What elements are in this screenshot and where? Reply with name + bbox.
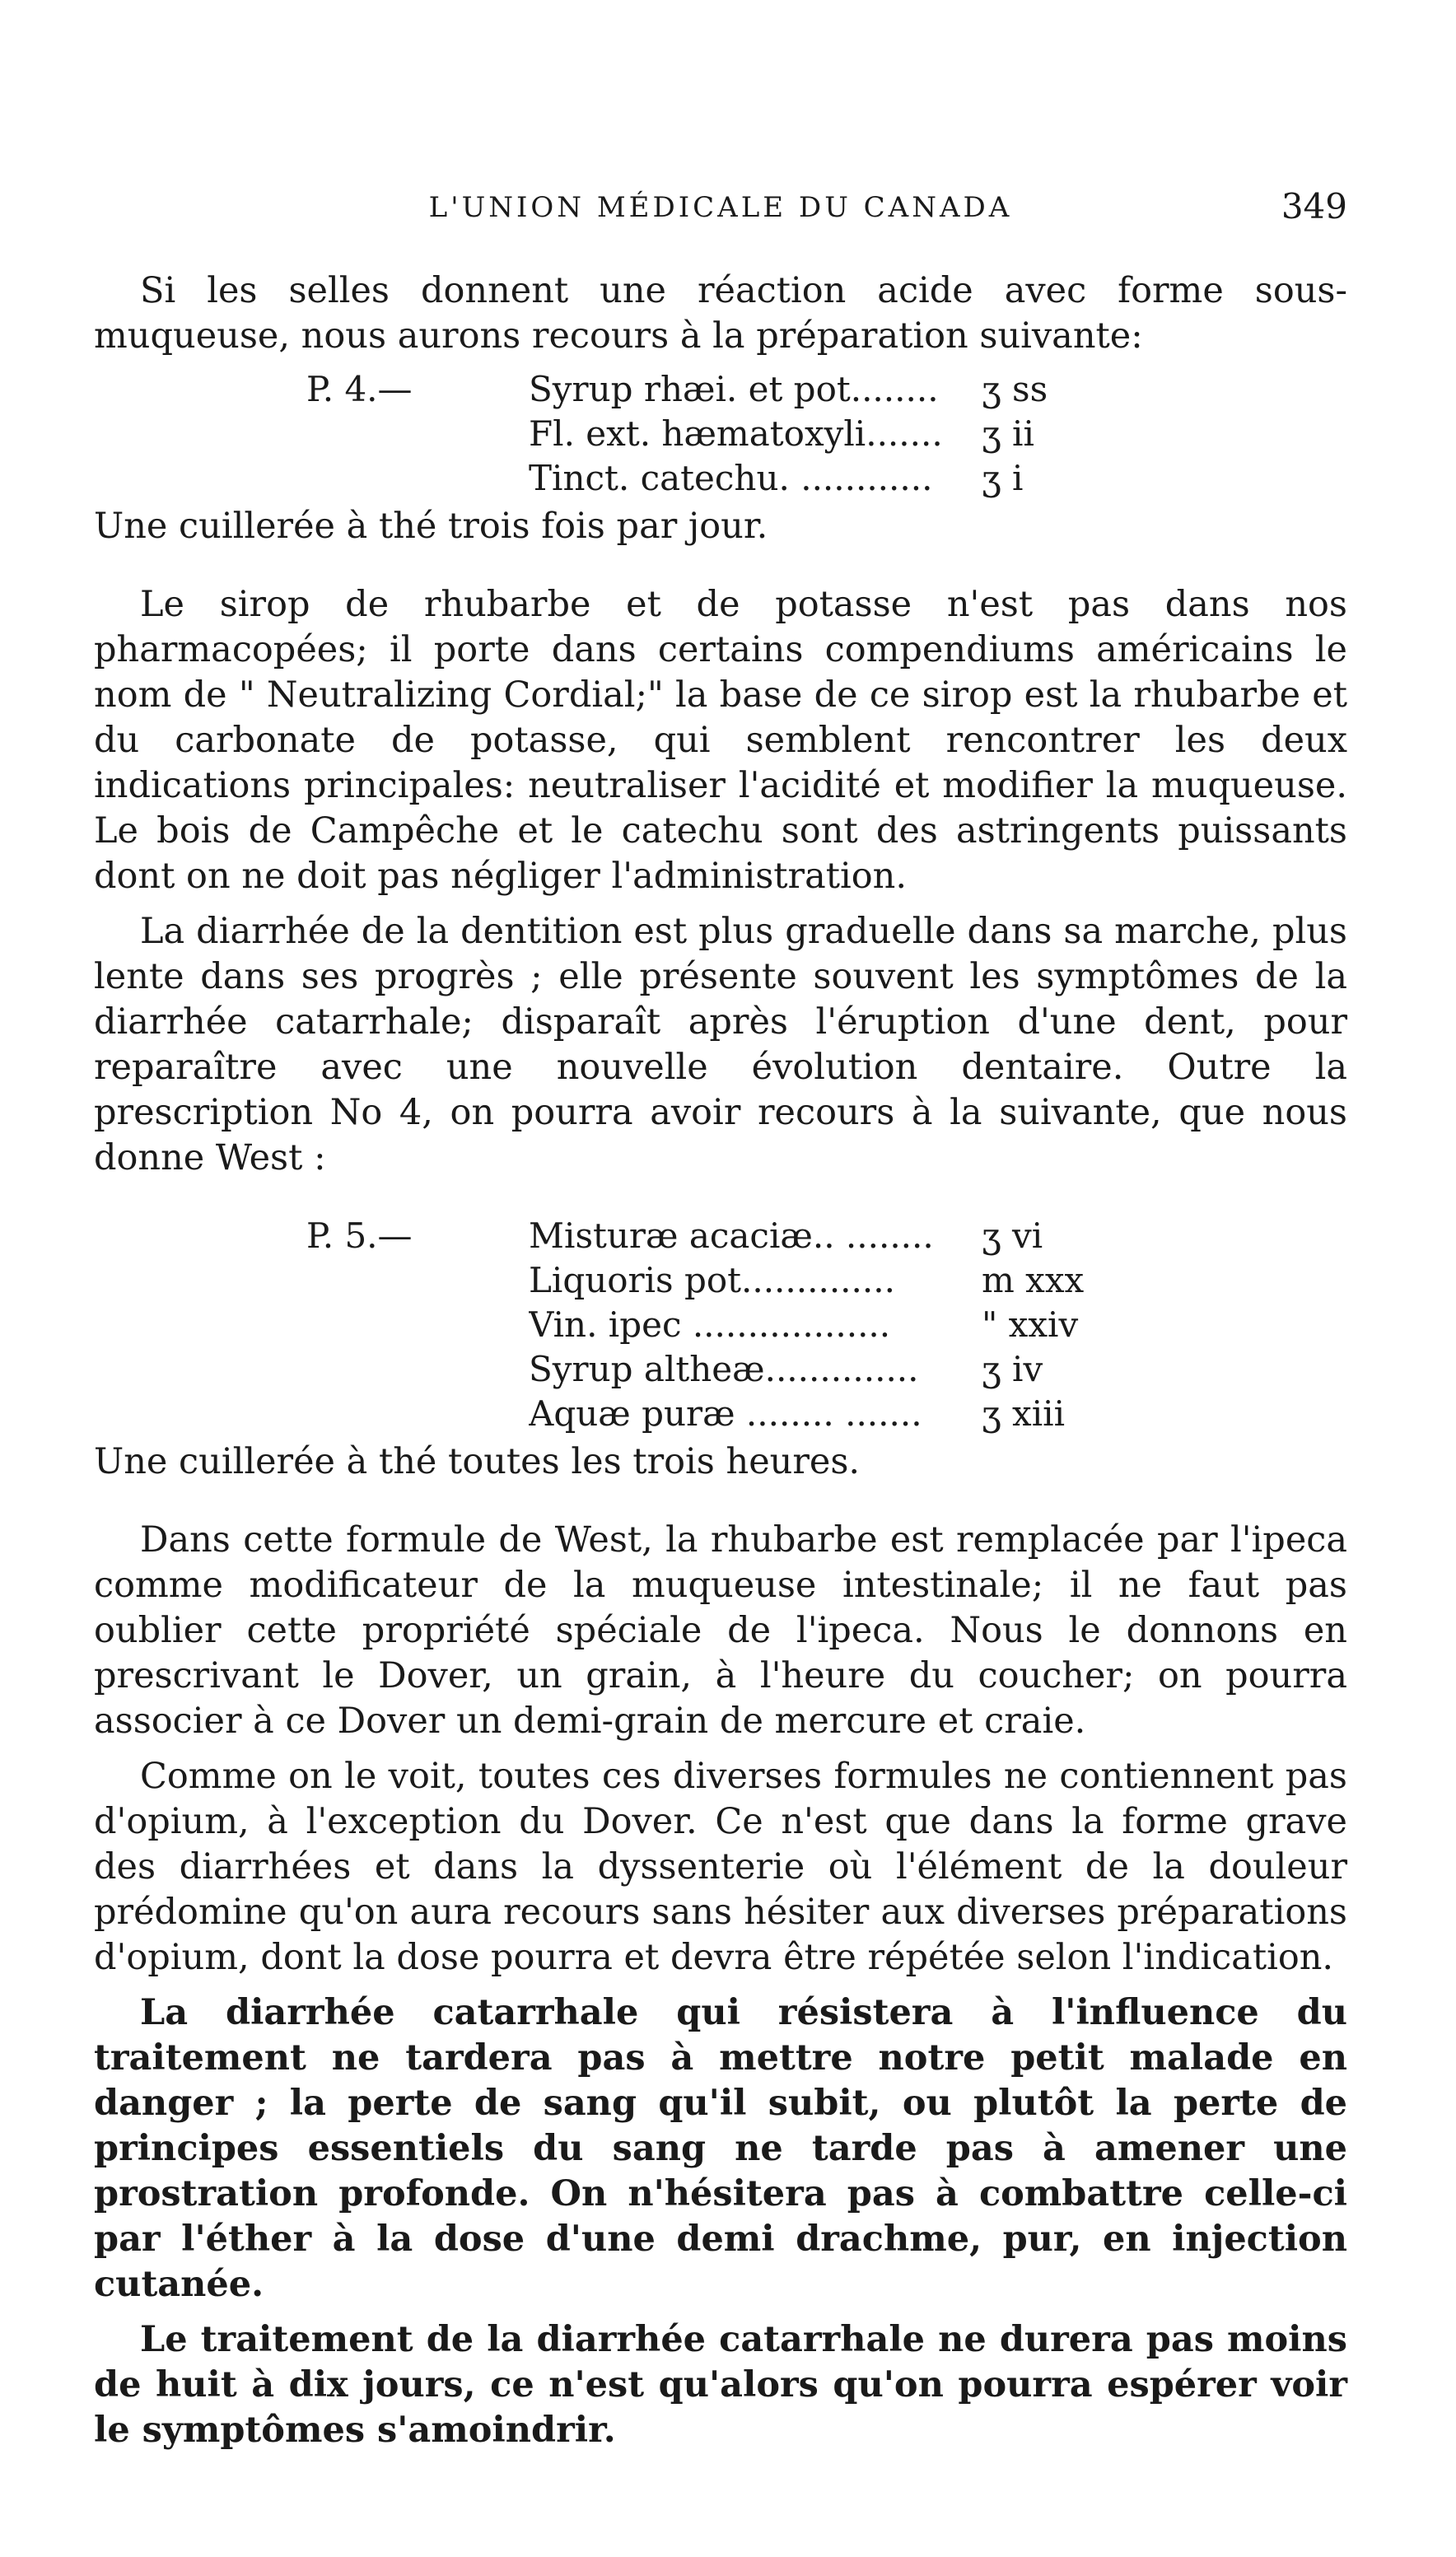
prescription-instruction: Une cuillerée à thé toutes les trois heures. [94, 1441, 861, 1482]
paragraph-opium: Comme on le voit, toutes ces diverses formules ne contiennent pas d'opium, à l'exception du Dover. Ce n'est que dans la forme grave des diarrhées et dans la dyssenterie où l'élément de la douleur prédomine qu'on aura recours sans hésiter aux diverses préparations d'opium, dont la dose pourra et devra être répétée selon l'indication. [94, 1756, 1347, 1978]
prescription-ingredient: Syrup rhæi. et pot........ [529, 369, 939, 409]
prescription-row [94, 412, 1347, 456]
paragraph-sirop: Le sirop de rhubarbe et de potasse n'est pas dans nos pharmacopées; il porte dans certains compendiums américains le nom de " Neutralizing Cordial;" la base de ce sirop est la rhubarbe et du carbonate de potasse, qui semblent rencontrer les deux indications principales: neutraliser l'acidité et modifier la muqueuse. Le bois de Campêche et le catechu sont des astringents puissants dont on ne doit pas négliger l'administration. [94, 584, 1347, 897]
paragraph-dentition: La diarrhée de la dentition est plus graduelle dans sa marche, plus lente dans ses progrès ; elle présente souvent les symptômes de la diarrhée catarrhale; disparaît après l'éruption d'une dent, pour reparaître avec une nouvelle évolution dentaire. Outre la prescription No 4, on pourra avoir recours à la suivante, que nous donne West : [94, 911, 1347, 1178]
prescription-dose: m xxx [982, 1260, 1085, 1300]
paragraph-duration: Le traitement de la diarrhée catarrhale ne durera pas moins de huit à dix jours, ce n'est qu'alors qu'on pourra espérer voir le symptômes s'amoindrir. [94, 2319, 1347, 2451]
prescription-dose: ʒ vi [982, 1216, 1043, 1256]
prescription-ingredient: Aquæ puræ ........ ....... [529, 1393, 922, 1434]
prescription-ingredient: Fl. ext. hæmatoxyli....... [529, 413, 943, 454]
prescription-row [94, 367, 1347, 412]
prescription-5 [94, 1214, 1347, 1436]
prescription-4 [94, 367, 1347, 501]
running-title: L'UNION MÉDICALE DU CANADA [428, 191, 1013, 224]
prescription-row [94, 1214, 1347, 1258]
prescription-dose: ʒ xiii [982, 1393, 1066, 1434]
prescription-dose: ʒ ss [982, 369, 1048, 409]
document-page [94, 186, 1347, 2453]
prescription-label: P. 4.— [306, 369, 413, 409]
paragraph-west: Dans cette formule de West, la rhubarbe est remplacée par l'ipeca comme modificateur de la muqueuse intestinale; il ne faut pas oublier cette propriété spéciale de l'ipeca. Nous le donnons en prescrivant le Dover, un grain, à l'heure du coucher; on pourra associer à ce Dover un demi-grain de mercure et craie. [94, 1519, 1347, 1742]
paragraph-resistance: La diarrhée catarrhale qui résistera à l'influence du traitement ne tardera pas à mettre notre petit malade en danger ; la perte de sang qu'il subit, ou plutôt la perte de principes essentiels du sang ne tarde pas à amener une prostration profonde. On n'hésitera pas à combattre celle-ci par l'éther à la dose d'une demi drachme, pur, en injection cutanée. [94, 1992, 1347, 2305]
prescription-ingredient: Misturæ acaciæ.. ........ [529, 1216, 934, 1256]
prescription-row [94, 456, 1347, 501]
prescription-row [94, 1392, 1347, 1436]
prescription-row [94, 1347, 1347, 1392]
prescription-dose: " xxiv [982, 1304, 1079, 1345]
page-number: 349 [1281, 186, 1347, 226]
prescription-ingredient: Syrup altheæ.............. [529, 1349, 919, 1389]
prescription-dose: ʒ ii [982, 413, 1034, 454]
prescription-row [94, 1303, 1347, 1347]
prescription-dose: ʒ iv [982, 1349, 1043, 1389]
page-header [94, 186, 1347, 240]
prescription-instruction: Une cuillerée à thé trois fois par jour. [94, 506, 768, 547]
prescription-dose: ʒ i [982, 458, 1024, 498]
intro-paragraph: Si les selles donnent une réaction acide avec forme sous-muqueuse, nous aurons recours à la préparation suivante: [94, 270, 1347, 357]
bold-section [94, 1990, 1347, 2453]
prescription-ingredient: Liquoris pot.............. [529, 1260, 895, 1300]
prescription-ingredient: Tinct. catechu. ............ [529, 458, 933, 498]
prescription-row [94, 1258, 1347, 1303]
prescription-ingredient: Vin. ipec .................. [529, 1304, 891, 1345]
prescription-label: P. 5.— [306, 1216, 413, 1256]
